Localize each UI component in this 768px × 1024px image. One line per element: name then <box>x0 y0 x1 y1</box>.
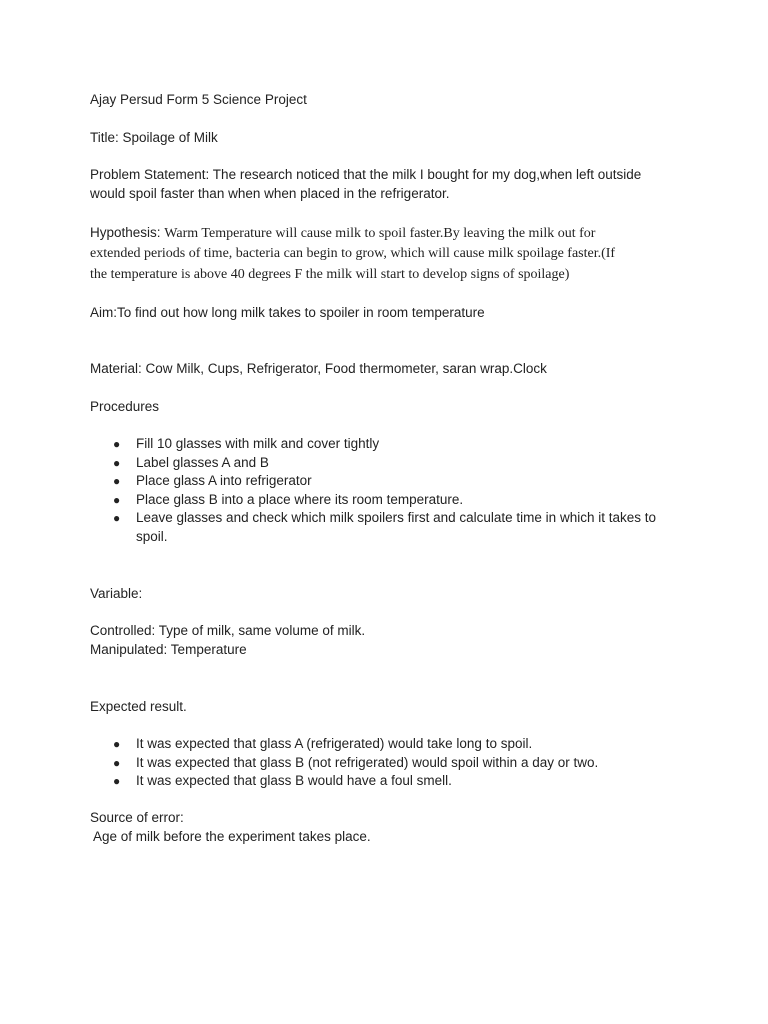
expected-result-list <box>90 735 680 791</box>
source-of-error-heading: Source of error: <box>90 810 184 825</box>
bullet-icon: ● <box>113 755 121 770</box>
bullet-icon: ● <box>113 774 121 788</box>
list-item: ● Fill 10 glasses with milk and cover tightly <box>90 435 680 454</box>
hypothesis-line-2: extended periods of time, bacteria can begin to grow, which will cause milk spoilage faster.(If <box>90 246 616 261</box>
variable-heading: Variable: <box>90 586 143 601</box>
material-text: Material: Cow Milk, Cups, Refrigerator, Food thermometer, saran wrap.Clock <box>90 361 547 376</box>
procedures-list <box>90 435 680 546</box>
list-item: ● It was expected that glass B (not refrigerated) would spoil within a day or two. <box>90 754 680 773</box>
document-title: Title: Spoilage of Milk <box>90 130 218 145</box>
list-item: ● Leave glasses and check which milk spoilers first and calculate time in which it takes to spoil. <box>113 510 656 544</box>
hypothesis-line-1 <box>90 224 680 244</box>
problem-statement-line-2: would spoil faster than when when placed in the refrigerator. <box>90 186 450 201</box>
bullet-icon: ● <box>113 511 121 525</box>
aim-text: Aim:To find out how long milk takes to spoiler in room temperature <box>90 305 485 320</box>
hypothesis-label: Hypothesis: <box>90 225 165 240</box>
list-item: ● It was expected that glass A (refrigerated) would take long to spoil. <box>90 735 680 754</box>
bullet-icon: ● <box>113 492 121 507</box>
list-item: ● Label glasses A and B <box>90 454 680 473</box>
bullet-icon: ● <box>113 474 121 488</box>
bullet-icon: ● <box>113 737 121 751</box>
list-item: ● Place glass B into a place where its room temperature. <box>90 491 680 510</box>
procedures-heading: Procedures <box>90 399 160 414</box>
expected-result-heading: Expected result. <box>90 699 187 714</box>
list-item: ● It was expected that glass B would have a foul smell. <box>90 772 680 791</box>
controlled-variable: Controlled: Type of milk, same volume of milk. <box>90 623 366 638</box>
list-item: ● Place glass A into refrigerator <box>90 472 680 491</box>
hypothesis-text-1: Warm Temperature will cause milk to spoil faster.By leaving the milk out for <box>164 226 596 241</box>
bullet-icon: ● <box>113 455 121 470</box>
problem-statement-line-1: Problem Statement: The research noticed that the milk I bought for my dog,when left outside <box>90 167 642 182</box>
source-of-error-text: Age of milk before the experiment takes place. <box>90 829 371 844</box>
hypothesis-line-3: the temperature is above 40 degrees F the milk will start to develop signs of spoilage) <box>90 267 570 282</box>
bullet-icon: ● <box>113 437 121 451</box>
document-header: Ajay Persud Form 5 Science Project <box>90 92 307 107</box>
manipulated-variable: Manipulated: Temperature <box>90 642 247 657</box>
